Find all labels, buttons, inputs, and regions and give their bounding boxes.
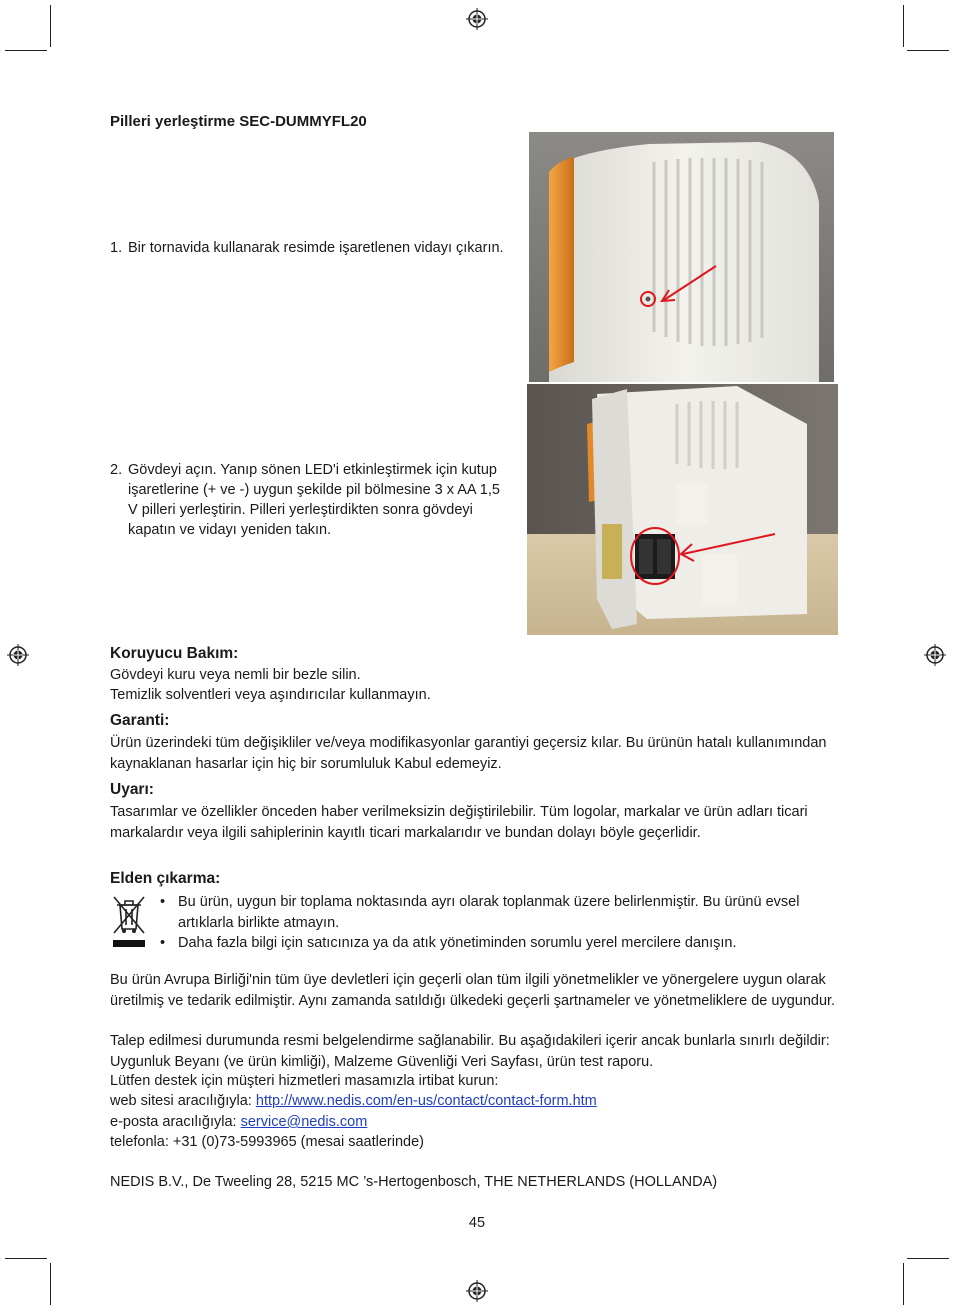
photo-closed-housing	[529, 132, 834, 382]
bullet-text: Bu ürün, uygun bir toplama noktasında ayrı olarak toplanmak üzere belirlenmiştir. Bu ürünü evsel artıklarla birlikte atmayın.	[178, 894, 800, 931]
bullet-icon: •	[160, 935, 166, 951]
web-link[interactable]: http://www.nedis.com/en-us/contact/contact-form.htm	[255, 1093, 597, 1109]
step-text: Gövdeyi açın. Yanıp sönen LED'i etkinleştirmek için kutup işaretlerine (+ ve -) uygun şekilde pil bölmesine 3 x AA 1,5 V pilleri yerleştirin. Pilleri yerleştirdikten sonra gövdeyi kapatın ve vidayı yeniden takın.	[128, 462, 500, 538]
email-label: e-posta aracılığıyla:	[110, 1114, 241, 1130]
section-title: Pilleri yerleştirme SEC-DUMMYFL20	[110, 113, 367, 130]
crop-mark	[50, 1263, 51, 1305]
care-line-1: Gövdeyi kuru veya nemli bir bezle silin.	[110, 667, 361, 683]
crop-mark	[903, 5, 904, 47]
step-2	[110, 460, 505, 540]
web-label: web sitesi aracılığıyla:	[110, 1093, 256, 1109]
contact-web	[110, 1091, 840, 1112]
page-number: 45	[468, 1215, 486, 1231]
registration-mark-icon	[7, 644, 29, 666]
care-line-2: Temizlik solventleri veya aşındırıcılar kullanmayın.	[110, 687, 431, 703]
care-heading: Koruyucu Bakım:	[110, 645, 239, 662]
step-number: 1.	[110, 240, 123, 256]
notice-text: Tasarımlar ve özellikler önceden haber verilmeksizin değiştirilebilir. Tüm logolar, markalar ve ürün adları ticari markalardır veya ilgili sahiplerinin kayıtlı ticari markalarıdır ve bundan dolayı böyle geçerlidir.	[110, 804, 808, 841]
photo-open-housing	[527, 384, 838, 635]
crop-mark	[907, 1258, 949, 1259]
warranty-heading: Garanti:	[110, 712, 170, 729]
warranty-text: Ürün üzerindeki tüm değişikliler ve/veya modifikasyonlar garantiyi geçersiz kılar. Bu ürünün hatalı kullanımından kaynaklanan hasarlar için hiç bir sorumluluk Kabul edemeyiz.	[110, 735, 827, 772]
company-address: NEDIS B.V., De Tweeling 28, 5215 MC ’s-Hertogenbosch, THE NETHERLANDS (HOLLANDA)	[110, 1174, 718, 1190]
disposal-bullet-1	[160, 892, 840, 933]
step-1	[110, 238, 505, 258]
step-text: Bir tornavida kullanarak resimde işaretlenen vidayı çıkarın.	[128, 240, 504, 256]
crop-mark	[5, 1258, 47, 1259]
weee-crossed-bin-icon	[111, 893, 147, 949]
contact-email	[110, 1112, 840, 1133]
contact-intro: Lütfen destek için müşteri hizmetleri masamızla irtibat kurun:	[110, 1073, 499, 1089]
crop-mark	[50, 5, 51, 47]
contact-phone: telefonla: +31 (0)73-5993965 (mesai saatlerinde)	[110, 1134, 424, 1150]
notice-heading: Uyarı:	[110, 781, 154, 798]
registration-mark-icon	[466, 8, 488, 30]
compliance-paragraph-2: Talep edilmesi durumunda resmi belgelendirme sağlanabilir. Bu aşağıdakileri içerir ancak bunlarla sınırlı değildir: Uygunluk Beyanı (ve ürün kimliği), Malzeme Güvenliği Veri Sayfası, ürün test raporu.	[110, 1033, 830, 1070]
step-number: 2.	[110, 462, 123, 478]
bullet-icon: •	[160, 894, 166, 910]
crop-mark	[907, 50, 949, 51]
compliance-paragraph-1: Bu ürün Avrupa Birliği'nin tüm üye devletleri için geçerli olan tüm ilgili yönetmelikler ve yönergelere uygun olarak üretilmiş ve tedarik edilmiştir. Aynı zamanda satıldığı ülkedeki geçerli şartnameler ve yönetmeliklere de uygundur.	[110, 972, 836, 1009]
crop-mark	[903, 1263, 904, 1305]
disposal-heading: Elden çıkarma:	[110, 870, 221, 887]
disposal-bullet-2	[160, 933, 840, 954]
bullet-text: Daha fazla bilgi için satıcınıza ya da atık yönetiminden sorumlu yerel mercilere danışın.	[178, 935, 737, 951]
crop-mark	[5, 50, 47, 51]
registration-mark-icon	[924, 644, 946, 666]
registration-mark-icon	[466, 1280, 488, 1302]
email-link[interactable]: service@nedis.com	[240, 1114, 368, 1130]
